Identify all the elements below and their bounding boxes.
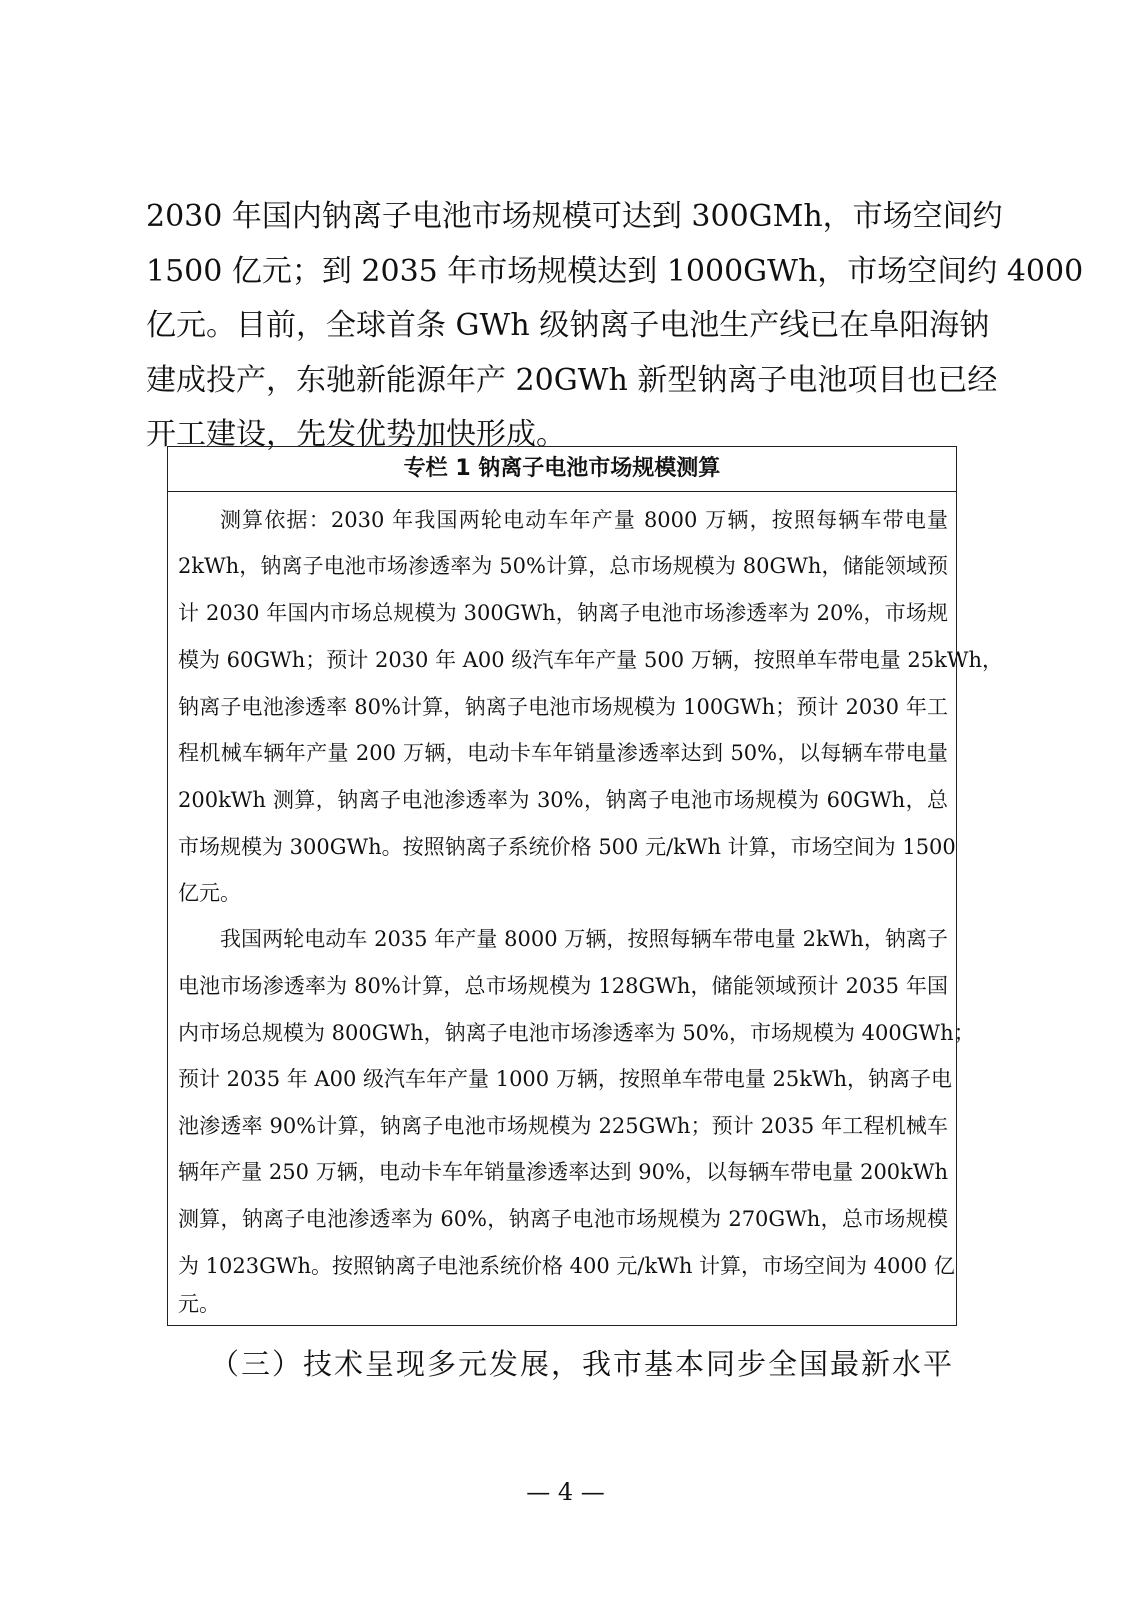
box-line: 模为 60GWh；预计 2030 年 A00 级汽车年产量 500 万辆，按照单车带电量 25kWh， <box>178 648 1003 672</box>
box-line: 测算，钠离子电池渗透率为 60%，钠离子电池市场规模为 270GWh，总市场规模 <box>178 1207 948 1231</box>
box-line: 为 1023GWh。按照钠离子电池系统价格 400 元/kWh 计算，市场空间为 4000 亿 <box>178 1254 955 1278</box>
box-line: 2kWh，钠离子电池市场渗透率为 50%计算，总市场规模为 80GWh，储能领域预 <box>178 554 948 578</box>
paragraph-line: 开工建设，先发优势加快形成。 <box>146 417 566 452</box>
box-line: 计 2030 年国内市场总规模为 300GWh，钠离子电池市场渗透率为 20%，市场规 <box>178 601 948 625</box>
box-line: 池渗透率 90%计算，钠离子电池市场规模为 225GWh；预计 2035 年工程机械车 <box>178 1114 948 1138</box>
box-title: 专栏 1 钠离子电池市场规模测算 <box>168 447 956 492</box>
box-line: 预计 2035 年 A00 级汽车年产量 1000 万辆，按照单车带电量 25kWh，钠离子电 <box>178 1067 953 1091</box>
special-column-box <box>167 446 1003 1326</box>
box-line: 测算依据：2030 年我国两轮电动车年产量 8000 万辆，按照每辆车带电量 <box>220 508 948 532</box>
box-line: 我国两轮电动车 2035 年产量 8000 万辆，按照每辆车带电量 2kWh，钠离子 <box>220 927 948 951</box>
box-line: 电池市场渗透率为 80%计算，总市场规模为 128GWh，储能领域预计 2035 年国 <box>178 974 948 998</box>
box-line: 亿元。 <box>178 881 241 905</box>
box-line: 市场规模为 300GWh。按照钠离子系统价格 500 元/kWh 计算，市场空间为 1500 <box>178 835 956 859</box>
section-heading: （三）技术呈现多元发展，我市基本同步全国最新水平 <box>210 1347 955 1381</box>
paragraph-line: 1500 亿元；到 2035 年市场规模达到 1000GWh，市场空间约 4000 <box>146 254 1084 289</box>
box-line: 钠离子电池渗透率 80%计算，钠离子电池市场规模为 100GWh；预计 2030 年工 <box>178 695 948 719</box>
paragraph-line: 亿元。目前，全球首条 GWh 级钠离子电池生产线已在阜阳海钠 <box>146 308 990 343</box>
page-number: — 4 — <box>526 1478 605 1506</box>
box-line: 200kWh 测算，钠离子电池渗透率为 30%，钠离子电池市场规模为 60GWh，总 <box>178 788 948 812</box>
paragraph-line: 2030 年国内钠离子电池市场规模可达到 300GMh，市场空间约 <box>146 199 1003 234</box>
box-line: 程机械车辆年产量 200 万辆，电动卡车年销量渗透率达到 50%，以每辆车带电量 <box>178 741 948 765</box>
box-line: 辆年产量 250 万辆，电动卡车年销量渗透率达到 90%，以每辆车带电量 200kWh <box>178 1160 948 1184</box>
box-line: 元。 <box>178 1292 220 1316</box>
box-line: 内市场总规模为 800GWh，钠离子电池市场渗透率为 50%，市场规模为 400GWh； <box>178 1021 975 1045</box>
paragraph-line: 建成投产，东驰新能源年产 20GWh 新型钠离子电池项目也已经 <box>146 363 998 398</box>
